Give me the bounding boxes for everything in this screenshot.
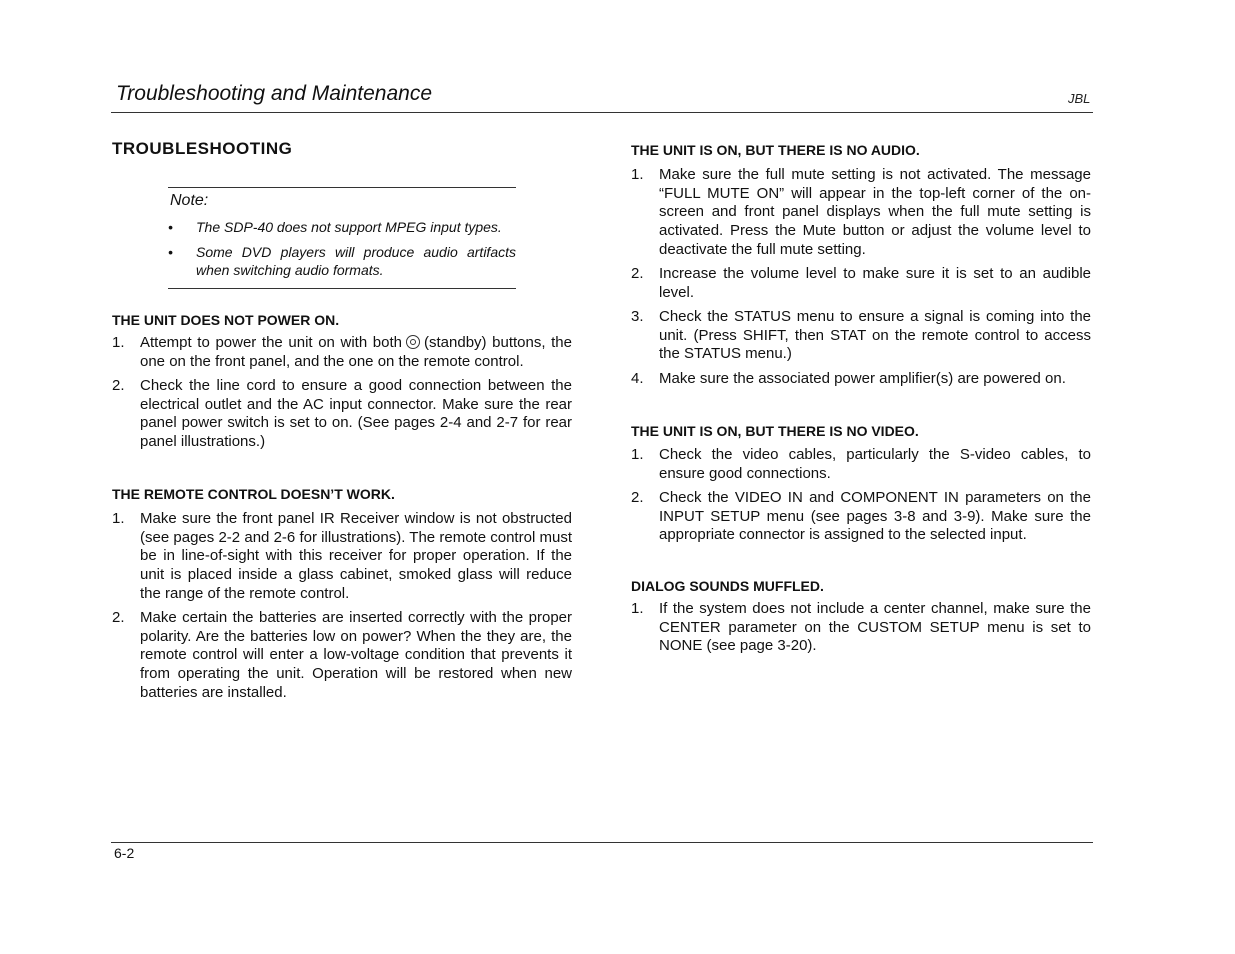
item-text: Check the line cord to ensure a good connection between the electrical outlet and the AC input connector. Make sure the rear panel power switch is set to on. (See pages 2-4 and 2-7 for rear panel illustrations.)	[140, 376, 572, 451]
item-number: 1.	[112, 334, 125, 351]
heading-no-power: THE UNIT DOES NOT POWER ON.	[112, 312, 340, 328]
item-text: Check the STATUS menu to ensure a signal is coming into the unit. (Press SHIFT, then STAT on the remote control to access the STATUS menu.)	[659, 307, 1091, 363]
note-list	[168, 218, 516, 286]
standby-icon	[406, 335, 420, 349]
list-item	[112, 377, 572, 452]
item-text: Increase the volume level to make sure it is set to an audible level.	[659, 265, 1091, 301]
item-text: Make sure the front panel IR Receiver window is not obstructed (see pages 2-2 and 2-6 for illustrations). The remote control must be in line-of-sight with this receiver for proper operation. If the unit is placed inside a glass cabinet, smoked glass will reduce the range of the remote control.	[140, 510, 572, 602]
section-title: TROUBLESHOOTING	[112, 139, 293, 158]
bullet-icon: •	[168, 244, 173, 260]
page-header-title: Troubleshooting and Maintenance	[116, 82, 432, 105]
note-item	[168, 218, 516, 236]
item-number: 1.	[112, 510, 125, 527]
item-number: 3.	[631, 307, 644, 325]
list-item	[112, 609, 572, 703]
heading-dialog-muffled: DIALOG SOUNDS MUFFLED.	[631, 578, 824, 594]
item-text: Attempt to power the unit on with both	[140, 334, 402, 351]
note-item	[168, 243, 516, 279]
heading-no-video: THE UNIT IS ON, BUT THERE IS NO VIDEO.	[631, 423, 919, 439]
item-text: Check the video cables, particularly the S-video cables, to ensure good connections.	[659, 446, 1091, 482]
item-text: Make sure the full mute setting is not activated. The message “FULL MUTE ON” will appear in the top-left corner of the on-screen and front panel displays when the full mute setting is activated. Press the Mute button or adjust the volume level to deactivate the full mute setting.	[659, 166, 1091, 258]
list-item	[112, 334, 572, 371]
list-item	[631, 600, 1091, 656]
item-number: 1.	[631, 166, 644, 183]
list-item	[631, 166, 1091, 260]
page-number: 6-2	[114, 845, 135, 861]
item-number: 1.	[631, 446, 644, 463]
item-number: 2.	[112, 609, 125, 627]
list-remote	[112, 510, 572, 708]
note-text: Some DVD players will produce audio artifacts when switching audio formats.	[196, 244, 516, 278]
footer-divider	[111, 842, 1093, 843]
list-no-power	[112, 334, 572, 457]
item-text: Make sure the associated power amplifier(s) are powered on.	[659, 369, 1066, 387]
list-item	[631, 446, 1091, 483]
list-no-video	[631, 446, 1091, 551]
item-number: 2.	[631, 265, 644, 283]
list-no-audio	[631, 166, 1091, 394]
item-number: 1.	[631, 600, 644, 617]
heading-remote: THE REMOTE CONTROL DOESN’T WORK.	[112, 486, 395, 502]
item-number: 4.	[631, 369, 644, 387]
item-text: Make certain the batteries are inserted correctly with the proper polarity. Are the batteries low on power? When the they are, the remote control will enter a low-voltage condition that prevents it from operating the unit. Operation will be restored when new batteries are installed.	[140, 609, 572, 701]
item-number: 2.	[112, 376, 125, 394]
list-item	[631, 370, 1091, 389]
item-text: Check the VIDEO IN and COMPONENT IN parameters on the INPUT SETUP menu (see pages 3-8 and 3-9). Make sure the appropriate connector is assigned to the selected input.	[659, 488, 1091, 544]
item-text: If the system does not include a center channel, make sure the CENTER parameter on the CUSTOM SETUP menu is set to NONE (see page 3-20).	[659, 600, 1091, 655]
note-text: The SDP-40 does not support MPEG input types.	[196, 219, 502, 235]
heading-no-audio: THE UNIT IS ON, BUT THERE IS NO AUDIO.	[631, 142, 920, 158]
note-title: Note:	[170, 192, 209, 209]
brand-label: JBL	[1068, 91, 1091, 106]
header-divider	[111, 112, 1093, 113]
item-text: (standby) buttons, the one on the front panel, and the one on the remote control.	[140, 334, 572, 370]
list-item	[112, 510, 572, 604]
bullet-icon: •	[168, 219, 173, 235]
list-dialog-muffled	[631, 600, 1091, 662]
list-item	[631, 308, 1091, 364]
list-item	[631, 489, 1091, 545]
item-number: 2.	[631, 488, 644, 506]
note-box	[168, 187, 516, 289]
list-item	[631, 265, 1091, 302]
